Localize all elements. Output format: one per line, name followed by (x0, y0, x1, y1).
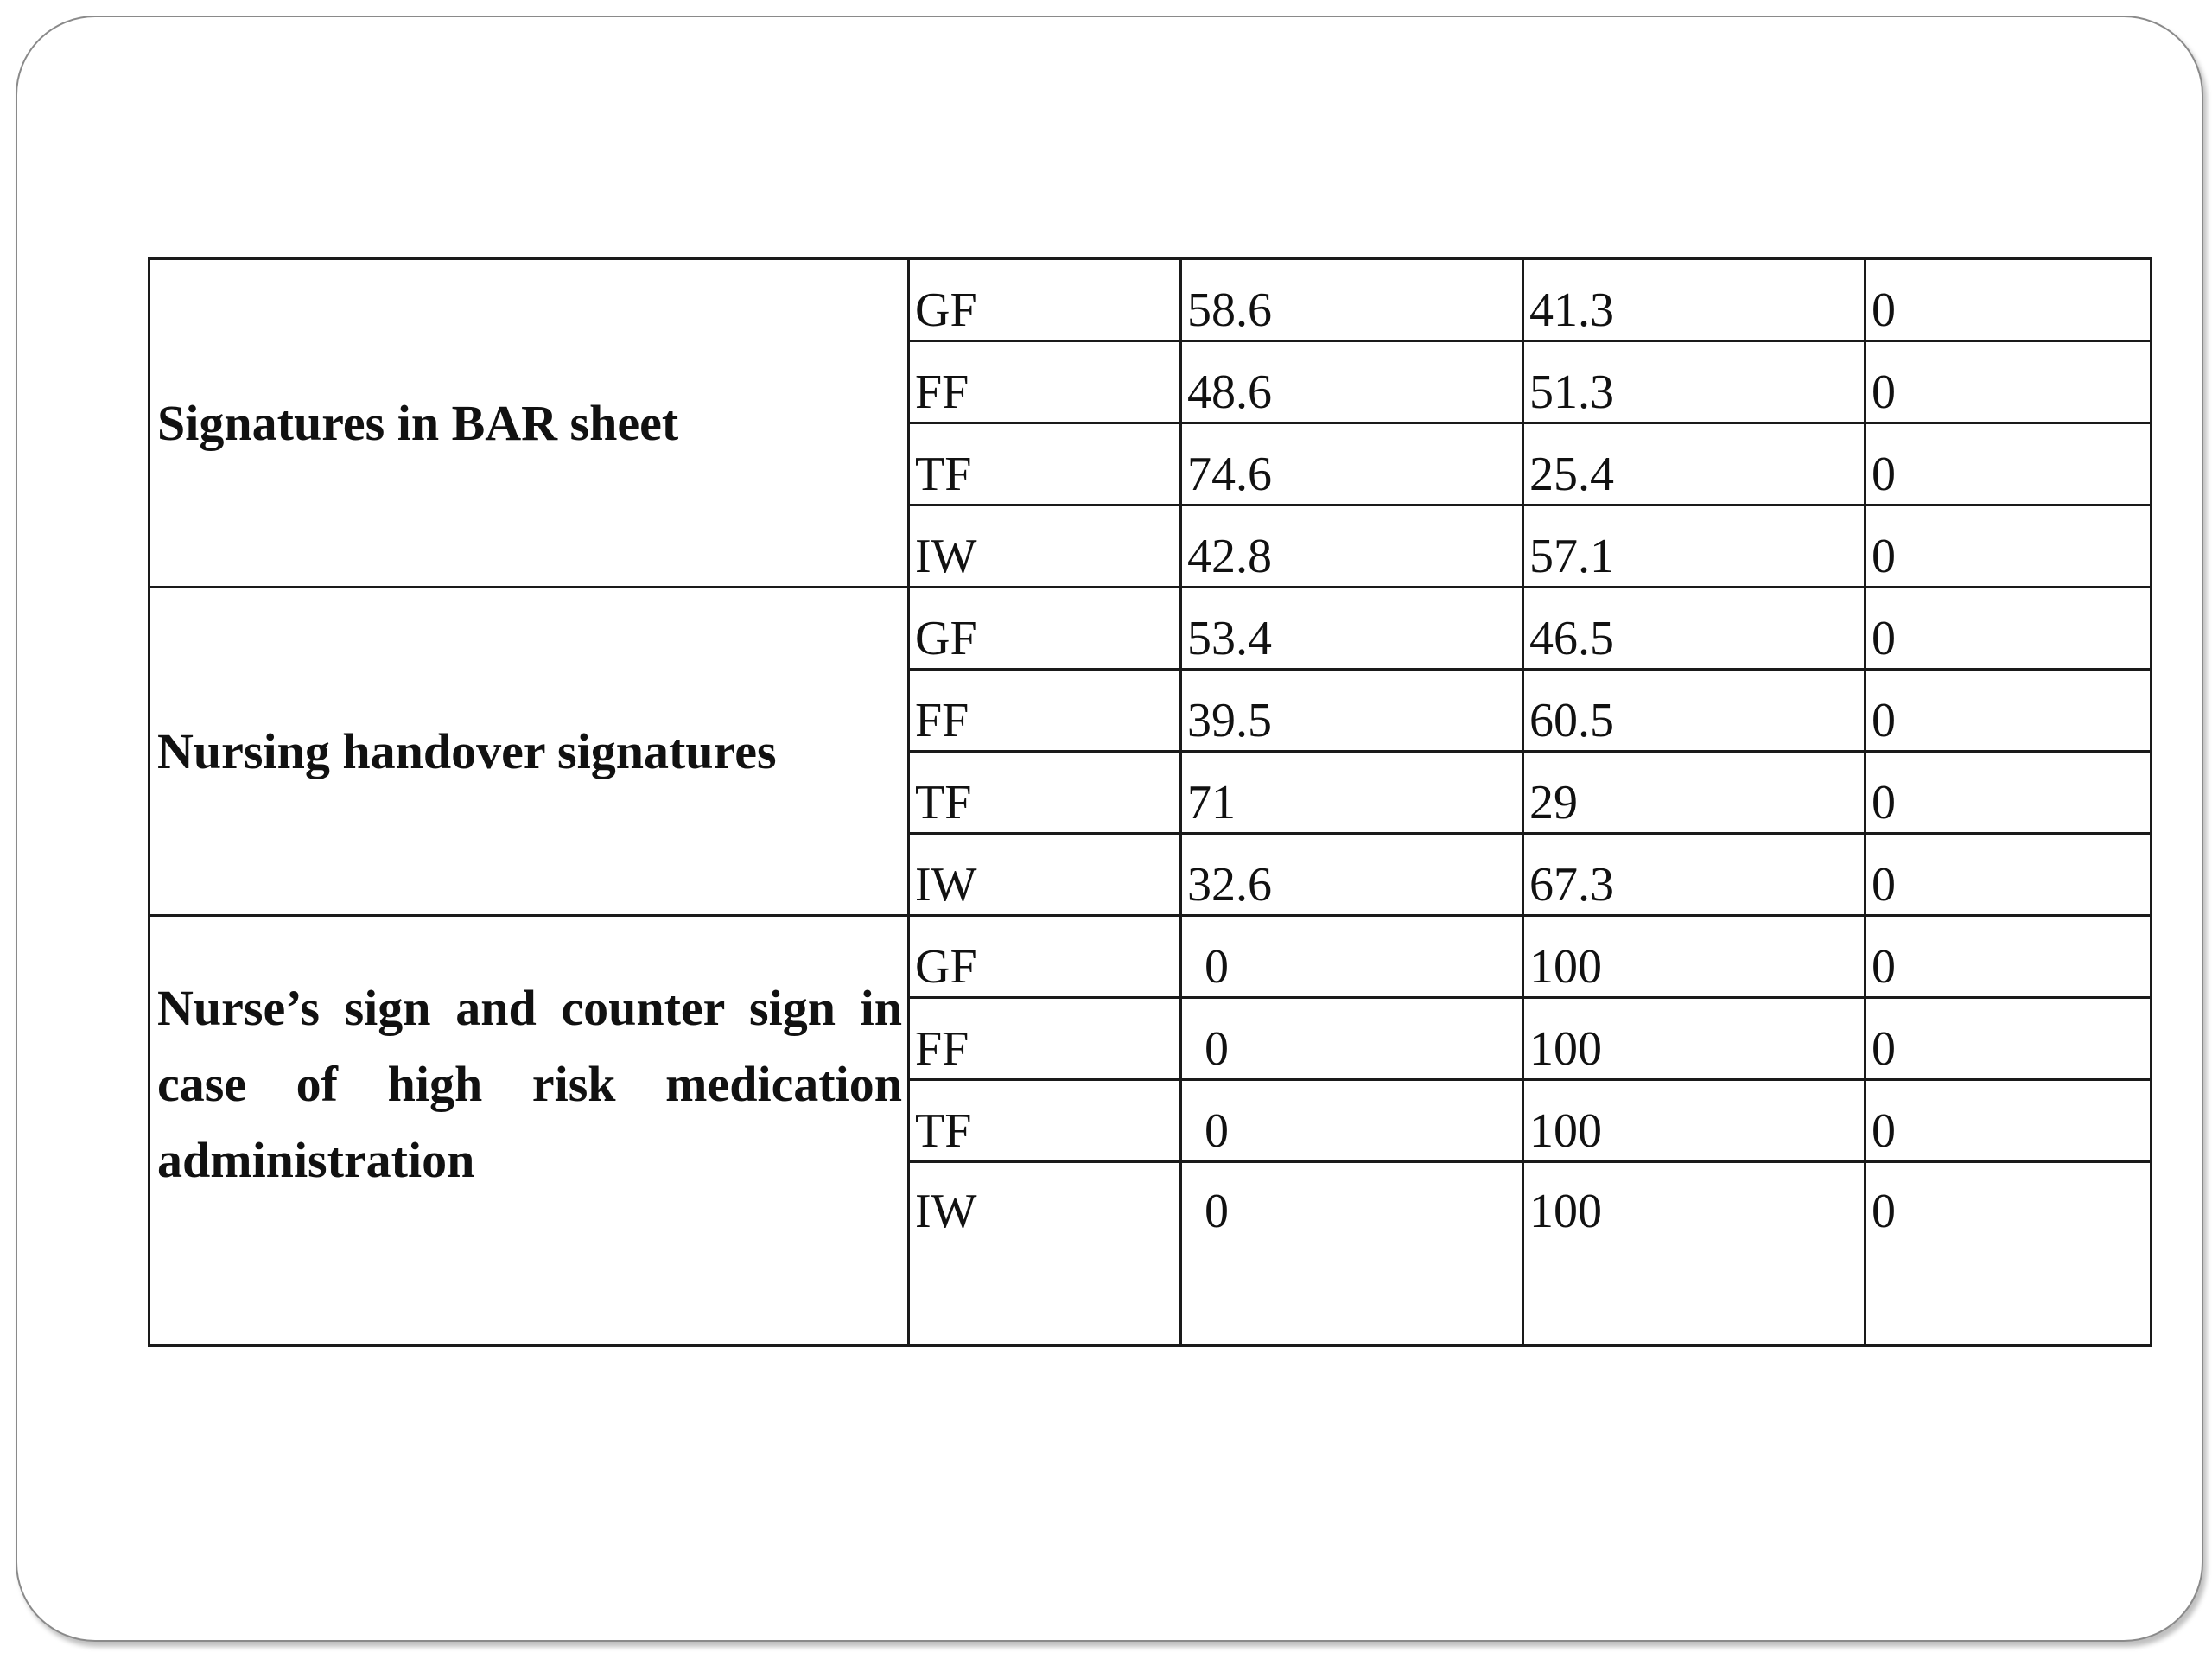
value-cell-3: 0 (1866, 1162, 2152, 1346)
value-cell-2: 51.3 (1523, 341, 1866, 423)
value-cell-1: 53.4 (1181, 588, 1523, 670)
value-cell-3: 0 (1866, 916, 2152, 998)
table-row (149, 588, 2152, 670)
value-cell-1: 0 (1181, 1162, 1523, 1346)
unit-cell: IW (909, 834, 1181, 916)
unit-cell: FF (909, 670, 1181, 752)
value-cell-2: 29 (1523, 752, 1866, 834)
value-cell-2: 100 (1523, 1080, 1866, 1162)
value-cell-2: 25.4 (1523, 423, 1866, 505)
unit-cell: GF (909, 916, 1181, 998)
value-cell-1: 42.8 (1181, 505, 1523, 588)
unit-cell: FF (909, 341, 1181, 423)
table-row (149, 916, 2152, 998)
unit-cell: GF (909, 588, 1181, 670)
value-cell-2: 57.1 (1523, 505, 1866, 588)
value-cell-1: 0 (1181, 1080, 1523, 1162)
value-cell-2: 41.3 (1523, 259, 1866, 341)
group-label: Nursing handover signatures (149, 588, 909, 916)
group-label: Nurse’s sign and counter sign in case of high risk medication administration (149, 916, 909, 1346)
value-cell-2: 46.5 (1523, 588, 1866, 670)
value-cell-1: 0 (1181, 916, 1523, 998)
value-cell-1: 48.6 (1181, 341, 1523, 423)
unit-cell: TF (909, 1080, 1181, 1162)
value-cell-2: 100 (1523, 1162, 1866, 1346)
value-cell-1: 58.6 (1181, 259, 1523, 341)
value-cell-1: 39.5 (1181, 670, 1523, 752)
value-cell-3: 0 (1866, 423, 2152, 505)
value-cell-3: 0 (1866, 505, 2152, 588)
value-cell-3: 0 (1866, 259, 2152, 341)
value-cell-3: 0 (1866, 834, 2152, 916)
table-row (149, 259, 2152, 341)
unit-cell: IW (909, 1162, 1181, 1346)
value-cell-2: 100 (1523, 998, 1866, 1080)
unit-cell: TF (909, 752, 1181, 834)
value-cell-3: 0 (1866, 998, 2152, 1080)
value-cell-2: 60.5 (1523, 670, 1866, 752)
value-cell-3: 0 (1866, 588, 2152, 670)
data-table (148, 257, 2152, 1347)
value-cell-1: 32.6 (1181, 834, 1523, 916)
group-label: Signatures in BAR sheet (149, 259, 909, 588)
unit-cell: GF (909, 259, 1181, 341)
value-cell-1: 0 (1181, 998, 1523, 1080)
value-cell-1: 74.6 (1181, 423, 1523, 505)
value-cell-2: 100 (1523, 916, 1866, 998)
value-cell-1: 71 (1181, 752, 1523, 834)
value-cell-3: 0 (1866, 670, 2152, 752)
value-cell-2: 67.3 (1523, 834, 1866, 916)
unit-cell: FF (909, 998, 1181, 1080)
unit-cell: TF (909, 423, 1181, 505)
value-cell-3: 0 (1866, 752, 2152, 834)
unit-cell: IW (909, 505, 1181, 588)
value-cell-3: 0 (1866, 341, 2152, 423)
value-cell-3: 0 (1866, 1080, 2152, 1162)
